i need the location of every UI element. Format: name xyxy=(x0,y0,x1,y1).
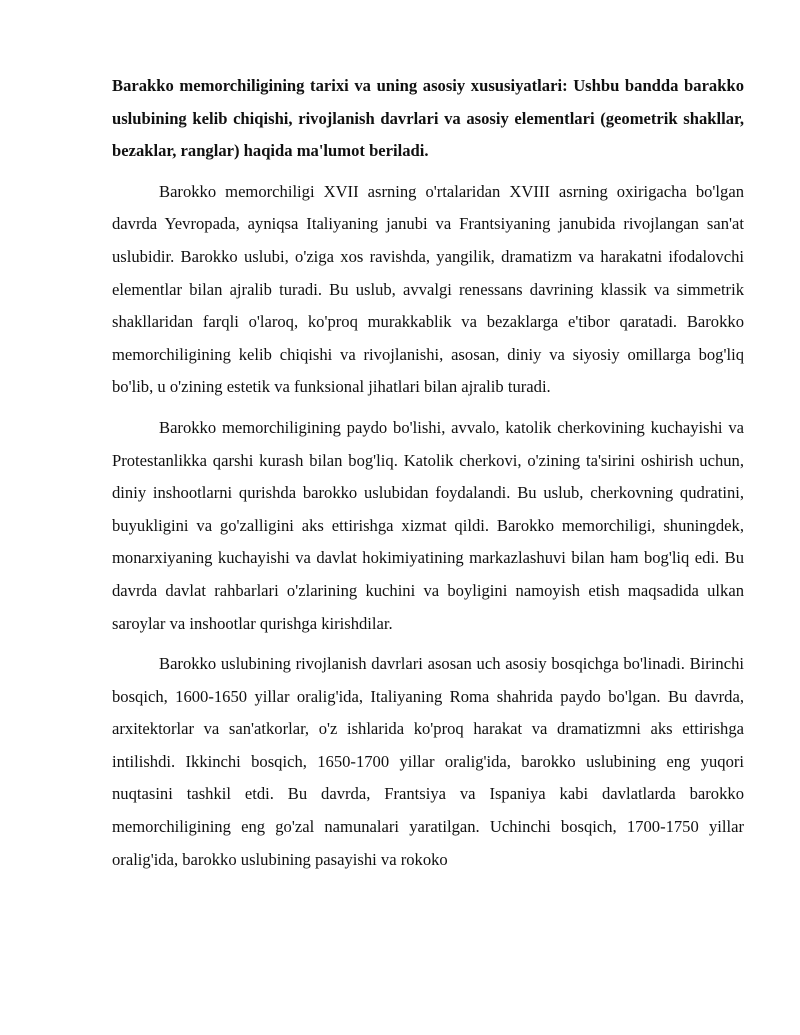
document-page xyxy=(112,70,744,876)
paragraph-periods: Barokko uslubining rivojlanish davrlari asosan uch asosiy bosqichga bo'linadi. Birinchi bosqich, 1600-1650 yillar oralig'ida, Italiyaning Roma shahrida paydo bo'lgan. Bu davrda, arxitektorlar va san'atkorlar, o'z ishlarida ko'proq harakat va dramatizmni aks ettirishga intilishdi. Ikkinchi bosqich, 1650-1700 yillar oralig'ida, barokko uslubining eng yuqori nuqtasini tashkil etdi. Bu davrda, Frantsiya va Ispaniya kabi davlatlarda barokko memorchiligining eng go'zal namunalari yaratilgan. Uchinchi bosqich, 1700-1750 yillar oralig'ida, barokko uslubining pasayishi va rokoko xyxy=(112,654,744,869)
paragraph-emergence: Barokko memorchiligining paydo bo'lishi, avvalo, katolik cherkovining kuchayishi va Protestanlikka qarshi kurash bilan bog'liq. Katolik cherkovi, o'zining ta'sirini oshirish uchun, diniy inshootlarni qurishda barokko uslubidan foydalandi. Bu uslub, cherkovning qudratini, buyukligini va go'zalligini aks ettirishga xizmat qildi. Barokko memorchiligi, shuningdek, monarxiyaning kuchayishi va davlat hokimiyatining markazlashuvi bilan ham bog'liq edi. Bu davrda davlat rahbarlari o'zlarining kuchini va boyligini namoyish etish maqsadida ulkan saroylar va inshootlar qurishga kirishdilar. xyxy=(112,417,744,633)
section-heading: Barakko memorchiligining tarixi va uning asosiy xususiyatlari: Ushbu bandda barakko uslubining kelib chiqishi, rivojlanish davrlari va asosiy elementlari (geometrik shakllar, bezaklar, ranglar) haqida ma'lumot beriladi. xyxy=(112,76,744,161)
paragraph-origins: Barokko memorchiligi XVII asrning o'rtalaridan XVIII asrning oxirigacha bo'lgan davrda Yevropada, ayniqsa Italiyaning janubi va Frantsiyaning janubida rivojlangan san'at uslubidir. Barokko uslubi, o'ziga xos ravishda, yangilik, dramatizm va harakatni ifodalovchi elementlar bilan ajralib turadi. Bu uslub, avvalgi renessans davrining klassik va simmetrik shakllaridan farqli o'laroq, ko'proq murakkablik va bezaklarga e'tibor qaratadi. Barokko memorchiligining kelib chiqishi va rivojlanishi, asosan, diniy va siyosiy omillarga bog'liq bo'lib, u o'zining estetik va funksional jihatlari bilan ajralib turadi. xyxy=(112,181,744,397)
